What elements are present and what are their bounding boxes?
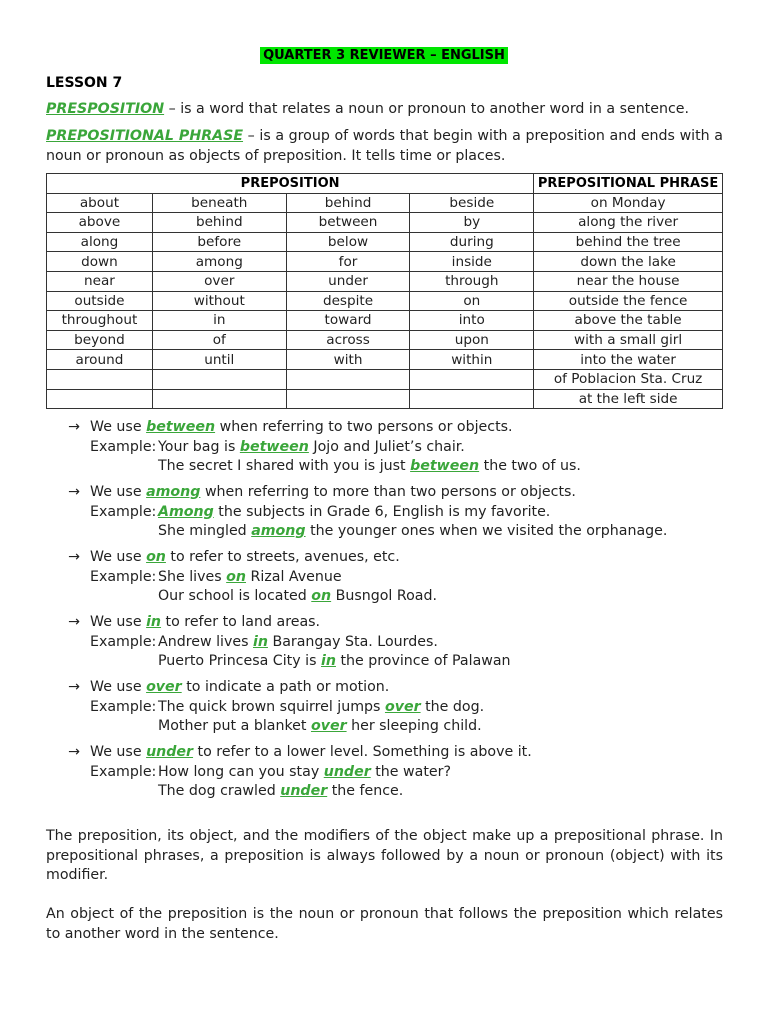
rule-keyword: over [146, 679, 182, 695]
example-post: the subjects in Grade 6, English is my favorite. [213, 503, 551, 520]
rule-pre: We use [90, 614, 147, 630]
example-pre: The secret I shared with you is just [158, 458, 411, 474]
example-keyword: among [251, 523, 306, 539]
preposition-cell [152, 369, 286, 389]
example-keyword: Among [158, 503, 214, 520]
rule-keyword: between [146, 419, 216, 435]
phrase-cell: at the left side [534, 389, 723, 409]
example-label: Example: [90, 503, 157, 520]
table-row [47, 252, 723, 272]
rule-statement [68, 548, 728, 568]
preposition-cell: through [410, 271, 534, 291]
example-post: the younger ones when we visited the orphanage. [305, 523, 668, 539]
preposition-cell: outside [47, 291, 153, 311]
example-keyword: on [311, 588, 332, 604]
preposition-cell: for [286, 252, 410, 272]
rule-post: when referring to two persons or objects. [215, 419, 513, 435]
example-keyword: in [320, 653, 336, 669]
preposition-cell: across [286, 330, 410, 350]
title-wrap [0, 47, 768, 64]
rule-pre: We use [90, 679, 147, 695]
preposition-cell: into [410, 311, 534, 331]
rule-statement [68, 418, 728, 438]
term-prepositional-phrase: PREPOSITIONAL PHRASE [46, 128, 244, 144]
example-keyword: on [226, 568, 247, 585]
example-pre: The quick brown squirrel jumps [158, 698, 385, 715]
example-label: Example: [90, 698, 157, 715]
rule-post: to indicate a path or motion. [181, 679, 390, 695]
arrow-icon: → [68, 419, 80, 435]
preposition-cell [410, 369, 534, 389]
preposition-cell [47, 389, 153, 409]
arrow-icon: → [68, 679, 80, 695]
preposition-cell: during [410, 232, 534, 252]
rule-post: to refer to land areas. [161, 614, 321, 630]
preposition-cell: between [286, 213, 410, 233]
rule-block [68, 418, 728, 477]
preposition-cell [47, 369, 153, 389]
preposition-cell: below [286, 232, 410, 252]
example-post: Rizal Avenue [246, 568, 342, 585]
example-label: Example: [90, 568, 157, 585]
table-row [47, 193, 723, 213]
example-line [68, 568, 728, 588]
example-keyword: under [323, 763, 371, 780]
preposition-cell: beside [410, 193, 534, 213]
rule-block [68, 678, 728, 737]
table-row [47, 389, 723, 409]
preposition-cell: within [410, 350, 534, 370]
example-pre: She lives [158, 568, 227, 585]
example-pre: The dog crawled [158, 783, 281, 799]
rule-statement [68, 483, 728, 503]
paragraph-phrase-definition: The preposition, its object, and the modifiers of the object make up a prepositional phrase. In prepositional phrases, a preposition is always followed by a noun or pronoun (object) with its modifier. [46, 828, 723, 883]
page-title: QUARTER 3 REVIEWER – ENGLISH [260, 47, 508, 64]
definition-preposition [46, 100, 723, 120]
rule-pre: We use [90, 744, 147, 760]
preposition-cell: before [152, 232, 286, 252]
example-pre: Our school is located [158, 588, 312, 604]
rule-statement [68, 613, 728, 633]
rule-block [68, 743, 728, 802]
example-keyword: between [410, 458, 480, 474]
example-line [68, 652, 728, 672]
example-line [68, 763, 728, 783]
rule-pre: We use [90, 549, 147, 565]
example-line [68, 782, 728, 802]
example-line [68, 503, 728, 523]
phrase-cell: of Poblacion Sta. Cruz [534, 369, 723, 389]
phrase-cell: outside the fence [534, 291, 723, 311]
phrase-cell: near the house [534, 271, 723, 291]
example-line [68, 717, 728, 737]
rule-keyword: in [146, 614, 162, 630]
paragraph-object-definition: An object of the preposition is the noun or pronoun that follows the preposition which relates to another word in the sentence. [46, 906, 723, 942]
example-line [68, 522, 728, 542]
definition-text: – is a word that relates a noun or pronoun to another word in a sentence. [164, 101, 690, 117]
example-pre: She mingled [158, 523, 252, 539]
table-row [47, 311, 723, 331]
table-row [47, 369, 723, 389]
rule-block [68, 548, 728, 607]
preposition-cell [286, 389, 410, 409]
rule-post: when referring to more than two persons or objects. [200, 484, 576, 500]
table-row [47, 232, 723, 252]
example-post: the water? [370, 763, 451, 780]
example-pre: Andrew lives [158, 633, 253, 650]
phrase-cell: above the table [534, 311, 723, 331]
preposition-cell: over [152, 271, 286, 291]
preposition-cell: near [47, 271, 153, 291]
example-keyword: over [384, 698, 421, 715]
example-line [68, 587, 728, 607]
example-post: Jojo and Juliet’s chair. [308, 438, 465, 455]
rule-post: to refer to a lower level. Something is above it. [193, 744, 532, 760]
definition-prepositional-phrase [46, 127, 723, 166]
example-keyword: over [310, 718, 347, 734]
rule-block [68, 483, 728, 542]
lesson-heading: LESSON 7 [46, 75, 123, 91]
example-label: Example: [90, 633, 157, 650]
arrow-icon: → [68, 614, 80, 630]
example-pre: How long can you stay [158, 763, 324, 780]
preposition-cell: down [47, 252, 153, 272]
preposition-cell: until [152, 350, 286, 370]
rule-pre: We use [90, 484, 147, 500]
preposition-cell: about [47, 193, 153, 213]
phrase-cell: into the water [534, 350, 723, 370]
preposition-cell: beneath [152, 193, 286, 213]
rule-post: to refer to streets, avenues, etc. [165, 549, 400, 565]
preposition-cell: around [47, 350, 153, 370]
rule-statement [68, 678, 728, 698]
example-pre: Your bag is [158, 438, 240, 455]
arrow-icon: → [68, 549, 80, 565]
example-pre: Mother put a blanket [158, 718, 311, 734]
table-row [47, 213, 723, 233]
preposition-cell: by [410, 213, 534, 233]
preposition-cell: under [286, 271, 410, 291]
preposition-cell: beyond [47, 330, 153, 350]
header-preposition: PREPOSITION [47, 174, 534, 194]
rule-pre: We use [90, 419, 147, 435]
phrase-cell: on Monday [534, 193, 723, 213]
preposition-cell: upon [410, 330, 534, 350]
preposition-cell: among [152, 252, 286, 272]
example-keyword: under [280, 783, 328, 799]
preposition-cell: above [47, 213, 153, 233]
header-prepositional-phrase: PREPOSITIONAL PHRASE [534, 174, 723, 194]
phrase-cell: behind the tree [534, 232, 723, 252]
definition-text: – is a group of words that begin with a preposition and ends with a noun or pronoun as objects of preposition. It tells time or places. [46, 128, 723, 164]
preposition-cell: behind [152, 213, 286, 233]
table-row [47, 271, 723, 291]
example-line [68, 457, 728, 477]
preposition-cell: of [152, 330, 286, 350]
rule-keyword: among [146, 484, 201, 500]
example-line [68, 633, 728, 653]
phrase-cell: down the lake [534, 252, 723, 272]
preposition-cell: on [410, 291, 534, 311]
table-row [47, 291, 723, 311]
preposition-cell: throughout [47, 311, 153, 331]
term-preposition: PRESPOSITION [46, 101, 165, 117]
phrase-cell: along the river [534, 213, 723, 233]
rule-keyword: under [146, 744, 194, 760]
rule-block [68, 613, 728, 672]
table-body [47, 193, 723, 409]
example-label: Example: [90, 438, 157, 455]
preposition-cell: without [152, 291, 286, 311]
preposition-cell [152, 389, 286, 409]
table-row [47, 350, 723, 370]
example-line [68, 438, 728, 458]
example-line [68, 698, 728, 718]
preposition-cell: along [47, 232, 153, 252]
arrow-icon: → [68, 744, 80, 760]
table-row [47, 330, 723, 350]
preposition-table [46, 173, 723, 409]
usage-rules [68, 418, 728, 808]
example-keyword: in [252, 633, 268, 650]
example-post: the fence. [327, 783, 404, 799]
rule-statement [68, 743, 728, 763]
example-post: the dog. [420, 698, 485, 715]
preposition-cell [410, 389, 534, 409]
phrase-cell: with a small girl [534, 330, 723, 350]
arrow-icon: → [68, 484, 80, 500]
preposition-cell: toward [286, 311, 410, 331]
preposition-cell: in [152, 311, 286, 331]
example-post: Busngol Road. [331, 588, 437, 604]
rule-keyword: on [146, 549, 166, 565]
example-post: Barangay Sta. Lourdes. [267, 633, 438, 650]
example-post: the province of Palawan [335, 653, 511, 669]
preposition-cell [286, 369, 410, 389]
example-label: Example: [90, 763, 157, 780]
example-post: her sleeping child. [346, 718, 482, 734]
table-header-row [47, 174, 723, 194]
preposition-cell: with [286, 350, 410, 370]
preposition-cell: inside [410, 252, 534, 272]
example-keyword: between [239, 438, 309, 455]
preposition-cell: despite [286, 291, 410, 311]
example-post: the two of us. [479, 458, 581, 474]
example-pre: Puerto Princesa City is [158, 653, 321, 669]
preposition-cell: behind [286, 193, 410, 213]
